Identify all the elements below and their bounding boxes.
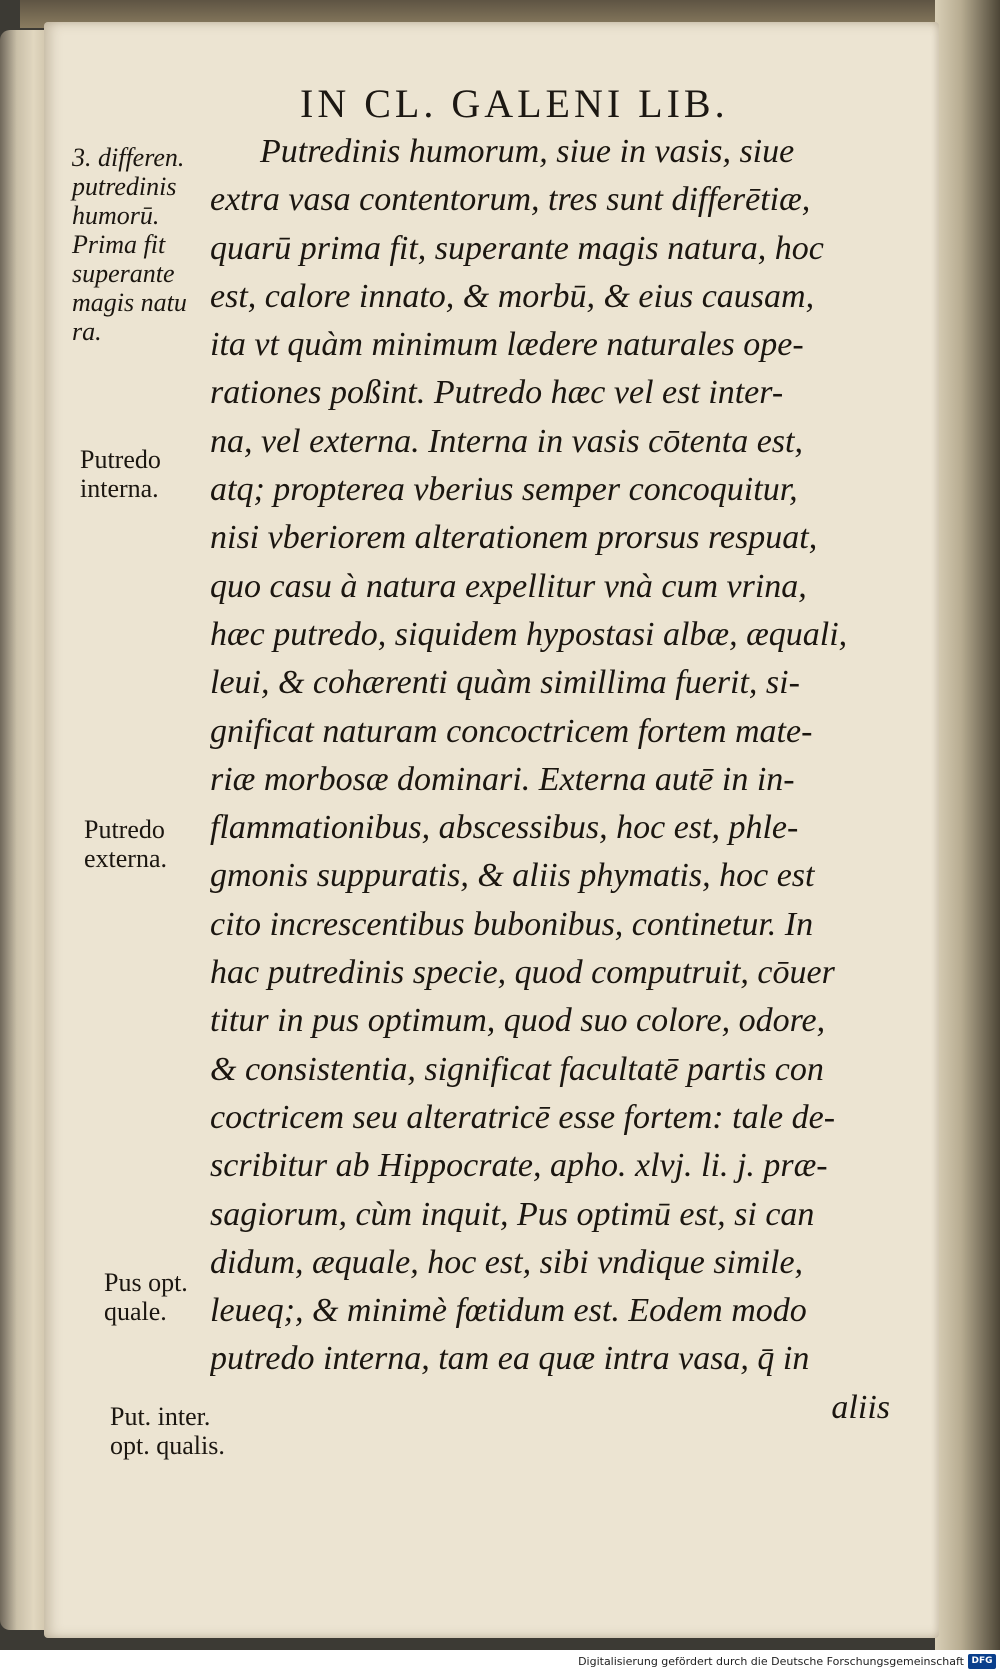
marginal-note-line: putredinis — [72, 172, 177, 201]
marginal-note-line: opt. qualis. — [110, 1431, 225, 1460]
text-line: leui, & cohærenti quàm simillima fuerit, si- — [210, 664, 800, 702]
text-line: cito increscentibus bubonibus, continetur. In — [210, 905, 814, 943]
text-line: hac putredinis specie, quod computruit, cōuer — [210, 954, 835, 992]
dfg-logo: DFG — [968, 1654, 996, 1669]
text-line: hæc putredo, siquidem hypostasi albæ, æquali, — [210, 615, 848, 653]
marginal-note-line: interna. — [80, 474, 159, 503]
text-line: coctricem seu alteratricē esse fortem: tale de- — [210, 1098, 836, 1136]
marginal-note — [80, 445, 230, 503]
text-line: quarū prima fit, superante magis natura, hoc — [210, 229, 824, 267]
text-line: didum, æquale, hoc est, sibi vndique simile, — [210, 1243, 804, 1281]
marginal-note-line: Pus opt. — [104, 1268, 188, 1297]
book-edge-left — [0, 30, 48, 1630]
text-line: nisi vberiorem alterationem prorsus respuat, — [210, 519, 818, 557]
book-edge-right — [935, 0, 1000, 1650]
text-line: ita vt quàm minimum lædere naturales ope- — [210, 326, 804, 364]
text-line: gnificat naturam concoctricem fortem mate- — [210, 712, 813, 750]
body-text — [210, 128, 890, 1432]
text-line: gmonis suppuratis, & aliis phymatis, hoc est — [210, 857, 815, 895]
text-line: riæ morbosæ dominari. Externa autē in in- — [210, 760, 795, 798]
marginal-note-line: Put. inter. — [110, 1402, 211, 1431]
text-line: est, calore innato, & morbū, & eius causam, — [210, 277, 815, 315]
text-line: atq; propterea vberius semper concoquitur, — [210, 471, 798, 509]
marginal-note — [110, 1402, 260, 1460]
marginal-note-line: magis natu — [72, 288, 187, 317]
text-line: extra vasa contentorum, tres sunt differētiæ, — [210, 181, 811, 219]
text-line: sagiorum, cùm inquit, Pus optimū est, si can — [210, 1195, 815, 1233]
marginal-note — [84, 815, 234, 873]
text-line: scribitur ab Hippocrate, apho. xlvj. li. j. præ- — [210, 1147, 828, 1185]
running-head: IN CL. GALENI LIB. — [300, 81, 729, 126]
text-line: rationes poßint. Putredo hæc vel est inter- — [210, 374, 784, 412]
text-line: titur in pus optimum, quod suo colore, odore, — [210, 1002, 826, 1040]
text-line: aliis — [831, 1388, 890, 1426]
marginal-note-line: Putredo — [80, 445, 161, 474]
marginal-note-line: ra. — [72, 317, 102, 346]
marginal-note-line: humorū. — [72, 201, 160, 230]
text-line: Putredinis humorum, siue in vasis, siue — [260, 133, 795, 170]
text-line: putredo interna, tam ea quæ intra vasa, q̄ in — [210, 1340, 810, 1378]
marginal-note — [104, 1268, 254, 1326]
text-line: leueq;, & minimè fœtidum est. Eodem modo — [210, 1292, 807, 1330]
marginal-note — [72, 143, 222, 346]
text-line: quo casu à natura expellitur vnà cum vrina, — [210, 567, 807, 605]
marginal-note-line: Putredo — [84, 815, 165, 844]
text-line: & consistentia, significat facultatē partis con — [210, 1050, 824, 1088]
marginal-note-line: Prima fit — [72, 230, 166, 259]
text-line: flammationibus, abscessibus, hoc est, phle- — [210, 809, 799, 847]
marginal-note-line: externa. — [84, 844, 168, 873]
digitization-credit: Digitalisierung gefördert durch die Deutsche Forschungsgemeinschaft — [578, 1655, 964, 1668]
text-line: na, vel externa. Interna in vasis cōtenta est, — [210, 422, 803, 460]
marginal-note-line: quale. — [104, 1297, 167, 1326]
marginal-note-line: superante — [72, 259, 175, 288]
marginal-note-line: 3. differen. — [72, 143, 185, 172]
